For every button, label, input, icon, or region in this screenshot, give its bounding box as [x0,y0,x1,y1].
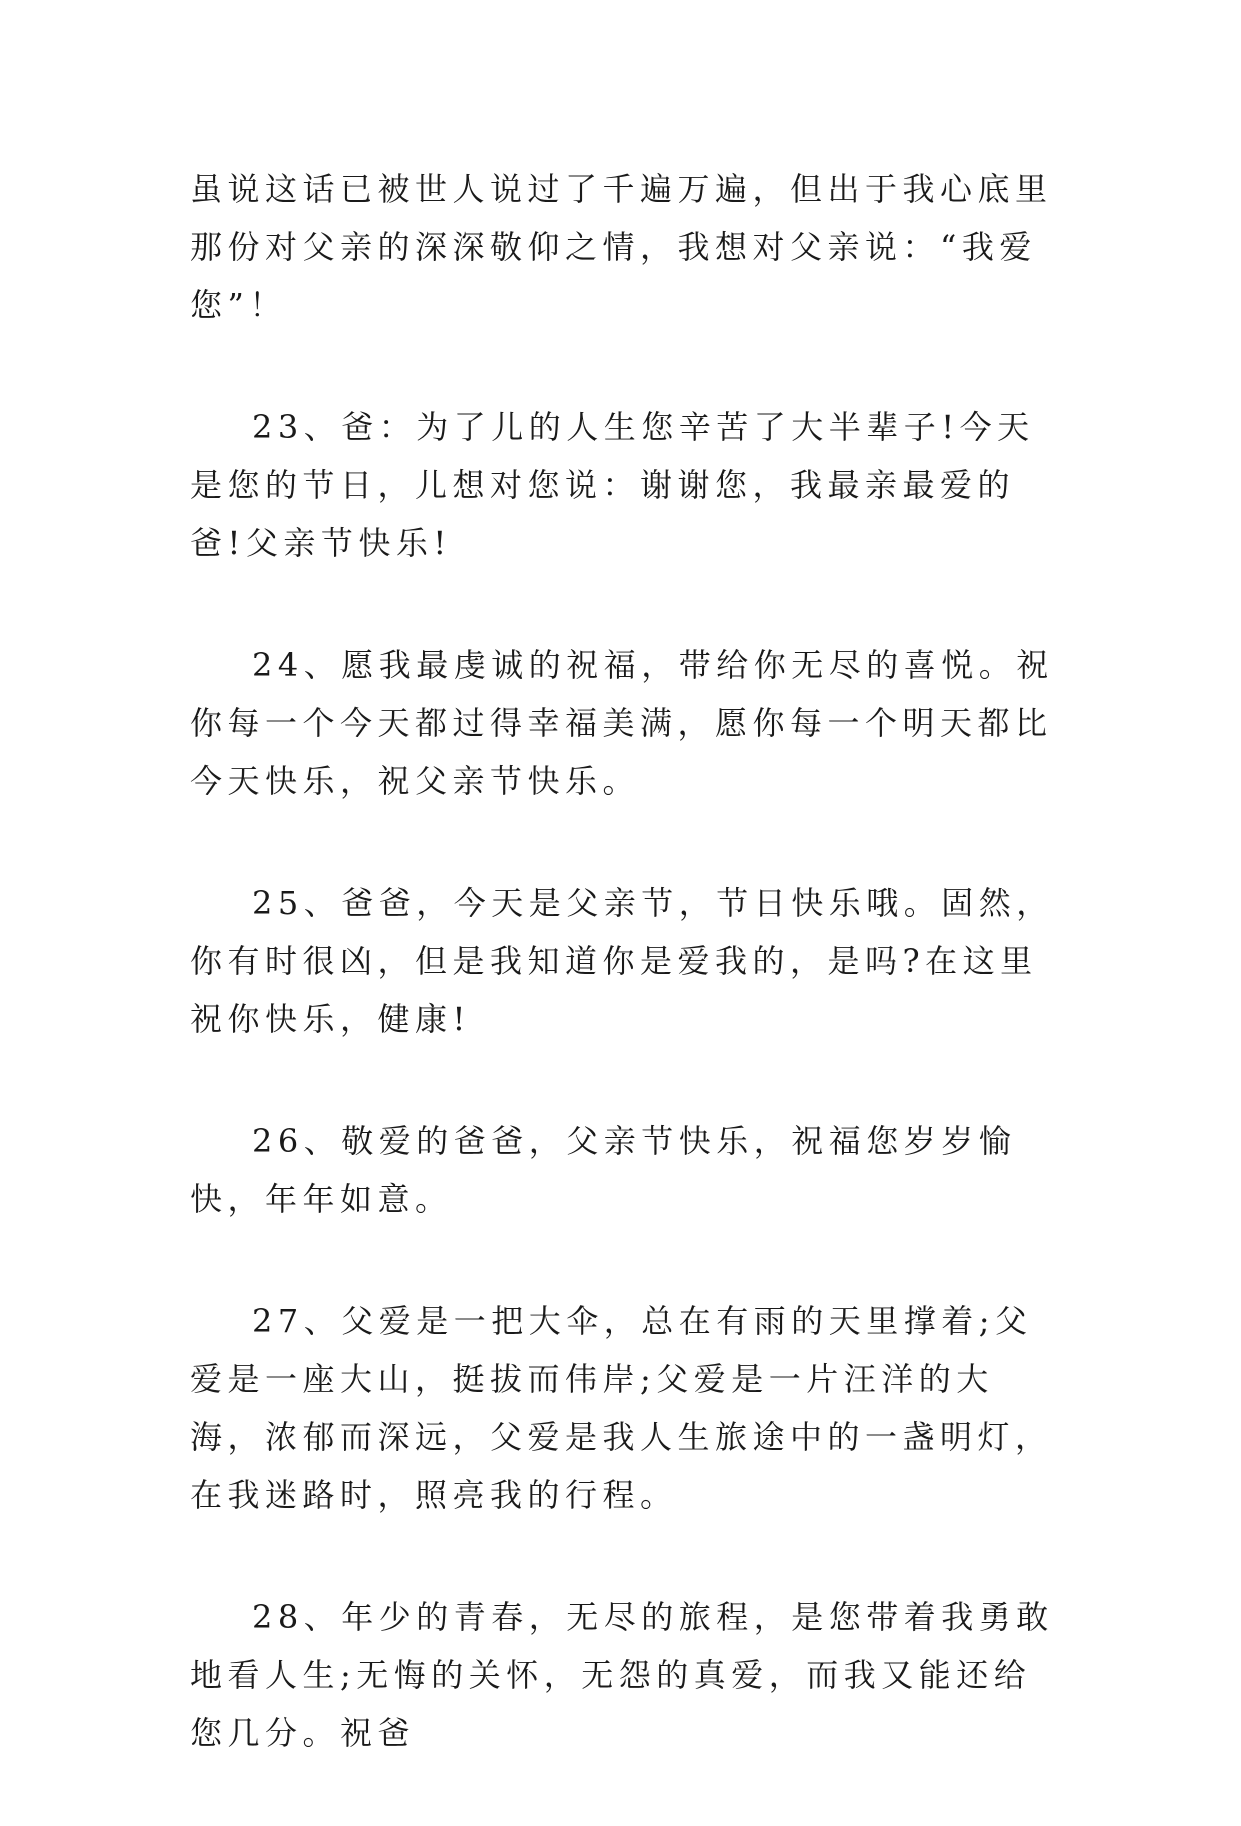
text-column [190,160,1054,1826]
paragraph-27: 27、父爱是一把大伞，总在有雨的天里撑着;父爱是一座大山，挺拔而伟岸;父爱是一片汪洋的大海，浓郁而深远，父爱是我人生旅途中的一盏明灯，在我迷路时，照亮我的行程。 [190,1302,1053,1514]
paragraph-23: 23、爸：为了儿的人生您辛苦了大半辈子!今天是您的节日，儿想对您说：谢谢您，我最亲最爱的爸!父亲节快乐! [190,408,1035,562]
paragraph-26: 26、敬爱的爸爸，父亲节快乐，祝福您岁岁愉快，年年如意。 [190,1122,1017,1218]
paragraph-28: 28、年少的青春，无尽的旅程，是您带着我勇敢地看人生;无悔的关怀，无怨的真爱，而我又能还给您几分。祝爸 [190,1598,1054,1752]
paragraph-24: 24、愿我最虔诚的祝福，带给你无尽的喜悦。祝你每一个今天都过得幸福美满，愿你每一个明天都比今天快乐，祝父亲节快乐。 [190,646,1054,800]
paragraph-25: 25、爸爸，今天是父亲节，节日快乐哦。固然，你有时很凶，但是我知道你是爱我的，是吗?在这里祝你快乐，健康! [190,884,1054,1038]
paragraph-continuation: 虽说这话已被世人说过了千遍万遍，但出于我心底里那份对父亲的深深敬仰之情，我想对父亲说：“我爱您”！ [190,170,1053,324]
